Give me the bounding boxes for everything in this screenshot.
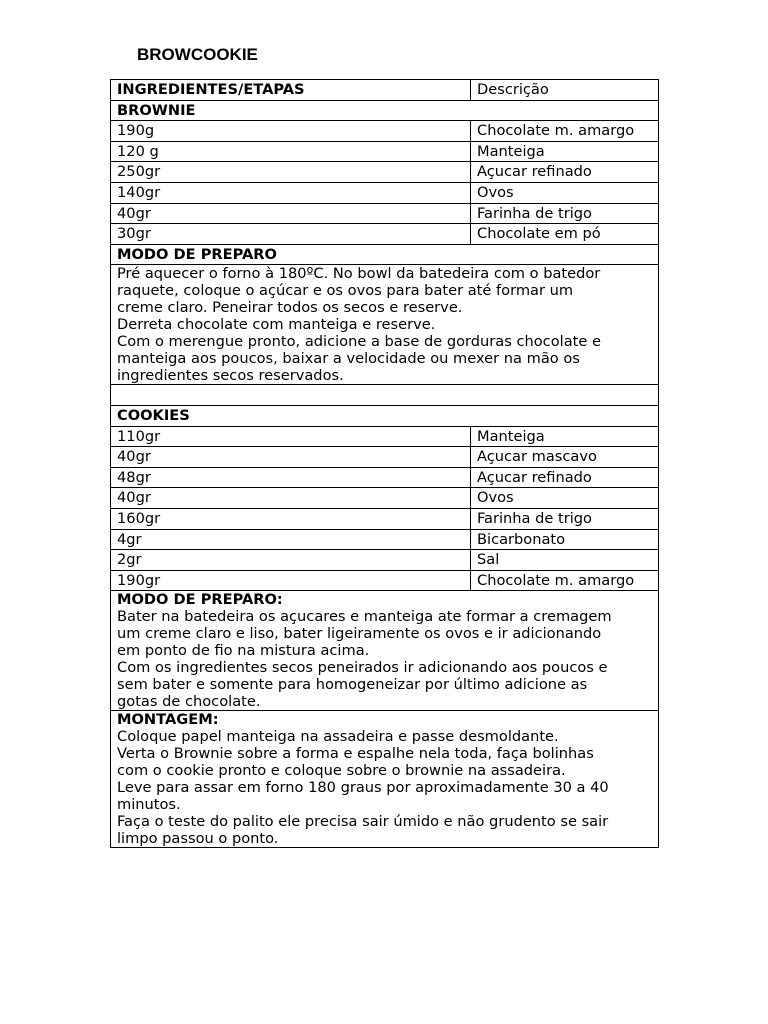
ingredient-qty: 160gr bbox=[111, 508, 471, 529]
assembly-line: Verta o Brownie sobre a forma e espalhe nela toda, faça bolinhas bbox=[117, 745, 594, 763]
table-row bbox=[111, 467, 659, 488]
method-line: gotas de chocolate. bbox=[117, 693, 261, 711]
ingredient-name: Ovos bbox=[471, 182, 659, 203]
method-line: manteiga aos poucos, baixar a velocidade ou mexer na mão os bbox=[117, 350, 580, 368]
method-line: Pré aquecer o forno à 180ºC. No bowl da batedeira com o batedor bbox=[117, 265, 601, 283]
ingredient-qty: 48gr bbox=[111, 467, 471, 488]
assembly-line: Coloque papel manteiga na assadeira e passe desmoldante. bbox=[117, 728, 559, 746]
brownie-method-heading: MODO DE PREPARO bbox=[111, 244, 659, 265]
ingredient-qty: 40gr bbox=[111, 203, 471, 224]
brownie-method-text bbox=[111, 265, 659, 385]
table-row bbox=[111, 426, 659, 447]
ingredient-name: Manteiga bbox=[471, 426, 659, 447]
table-row bbox=[111, 224, 659, 245]
table-row bbox=[111, 488, 659, 509]
method-line: em ponto de fio na mistura acima. bbox=[117, 642, 370, 660]
ingredient-name: Farinha de trigo bbox=[471, 508, 659, 529]
blank-row bbox=[111, 385, 659, 406]
table-row bbox=[111, 447, 659, 468]
ingredient-qty: 120 g bbox=[111, 141, 471, 162]
ingredient-qty: 190gr bbox=[111, 570, 471, 591]
method-line: um creme claro e liso, bater ligeiramente os ovos e ir adicionando bbox=[117, 625, 602, 643]
table-row bbox=[111, 162, 659, 183]
table-row bbox=[111, 550, 659, 571]
ingredient-qty: 40gr bbox=[111, 488, 471, 509]
header-description: Descrição bbox=[471, 80, 659, 101]
ingredient-qty: 140gr bbox=[111, 182, 471, 203]
assembly-heading: MONTAGEM: bbox=[117, 711, 219, 729]
ingredient-name: Açucar refinado bbox=[471, 162, 659, 183]
table-row bbox=[111, 529, 659, 550]
table-row bbox=[111, 508, 659, 529]
brownie-method-row bbox=[111, 265, 659, 385]
method-line: Bater na batedeira os açucares e manteiga ate formar a cremagem bbox=[117, 608, 612, 626]
ingredient-qty: 2gr bbox=[111, 550, 471, 571]
ingredient-qty: 250gr bbox=[111, 162, 471, 183]
assembly-line: com o cookie pronto e coloque sobre o brownie na assadeira. bbox=[117, 762, 566, 780]
brownie-method-heading-row bbox=[111, 244, 659, 265]
table-row bbox=[111, 570, 659, 591]
brownie-heading: BROWNIE bbox=[111, 100, 659, 121]
blank-cell bbox=[111, 385, 659, 406]
ingredient-name: Açucar mascavo bbox=[471, 447, 659, 468]
cookies-heading: COOKIES bbox=[111, 405, 659, 426]
table-row bbox=[111, 121, 659, 142]
table-row bbox=[111, 203, 659, 224]
method-line: creme claro. Peneirar todos os secos e reserve. bbox=[117, 299, 463, 317]
assembly-line: Faça o teste do palito ele precisa sair úmido e não grudento se sair bbox=[117, 813, 609, 831]
method-line: Com os ingredientes secos peneirados ir adicionando aos poucos e bbox=[117, 659, 608, 677]
cookies-method-row bbox=[111, 591, 659, 711]
assembly-text bbox=[111, 711, 659, 848]
ingredient-name: Chocolate em pó bbox=[471, 224, 659, 245]
ingredient-name: Bicarbonato bbox=[471, 529, 659, 550]
brownie-section-row bbox=[111, 100, 659, 121]
ingredient-name: Chocolate m. amargo bbox=[471, 121, 659, 142]
cookies-section-row bbox=[111, 405, 659, 426]
method-line: Derreta chocolate com manteiga e reserve. bbox=[117, 316, 436, 334]
ingredient-qty: 4gr bbox=[111, 529, 471, 550]
ingredient-qty: 40gr bbox=[111, 447, 471, 468]
document-title: BROWCOOKIE bbox=[137, 45, 258, 64]
method-line: raquete, coloque o açúcar e os ovos para bater até formar um bbox=[117, 282, 574, 300]
assembly-line: Leve para assar em forno 180 graus por aproximadamente 30 a 40 bbox=[117, 779, 609, 797]
ingredient-qty: 110gr bbox=[111, 426, 471, 447]
assembly-line: limpo passou o ponto. bbox=[117, 830, 279, 848]
table-row bbox=[111, 182, 659, 203]
method-line: sem bater e somente para homogeneizar por último adicione as bbox=[117, 676, 588, 694]
table-row bbox=[111, 141, 659, 162]
ingredient-name: Farinha de trigo bbox=[471, 203, 659, 224]
method-line: Com o merengue pronto, adicione a base de gorduras chocolate e bbox=[117, 333, 601, 351]
ingredient-qty: 190g bbox=[111, 121, 471, 142]
recipe-table bbox=[110, 79, 659, 848]
method-line: ingredientes secos reservados. bbox=[117, 367, 344, 385]
cookies-method-text bbox=[111, 591, 659, 711]
ingredient-qty: 30gr bbox=[111, 224, 471, 245]
ingredient-name: Açucar refinado bbox=[471, 467, 659, 488]
table-header-row bbox=[111, 80, 659, 101]
header-ingredients-steps: INGREDIENTES/ETAPAS bbox=[111, 80, 471, 101]
assembly-row bbox=[111, 711, 659, 848]
ingredient-name: Sal bbox=[471, 550, 659, 571]
cookies-method-heading: MODO DE PREPARO: bbox=[117, 591, 283, 609]
ingredient-name: Manteiga bbox=[471, 141, 659, 162]
ingredient-name: Chocolate m. amargo bbox=[471, 570, 659, 591]
assembly-line: minutos. bbox=[117, 796, 181, 814]
ingredient-name: Ovos bbox=[471, 488, 659, 509]
